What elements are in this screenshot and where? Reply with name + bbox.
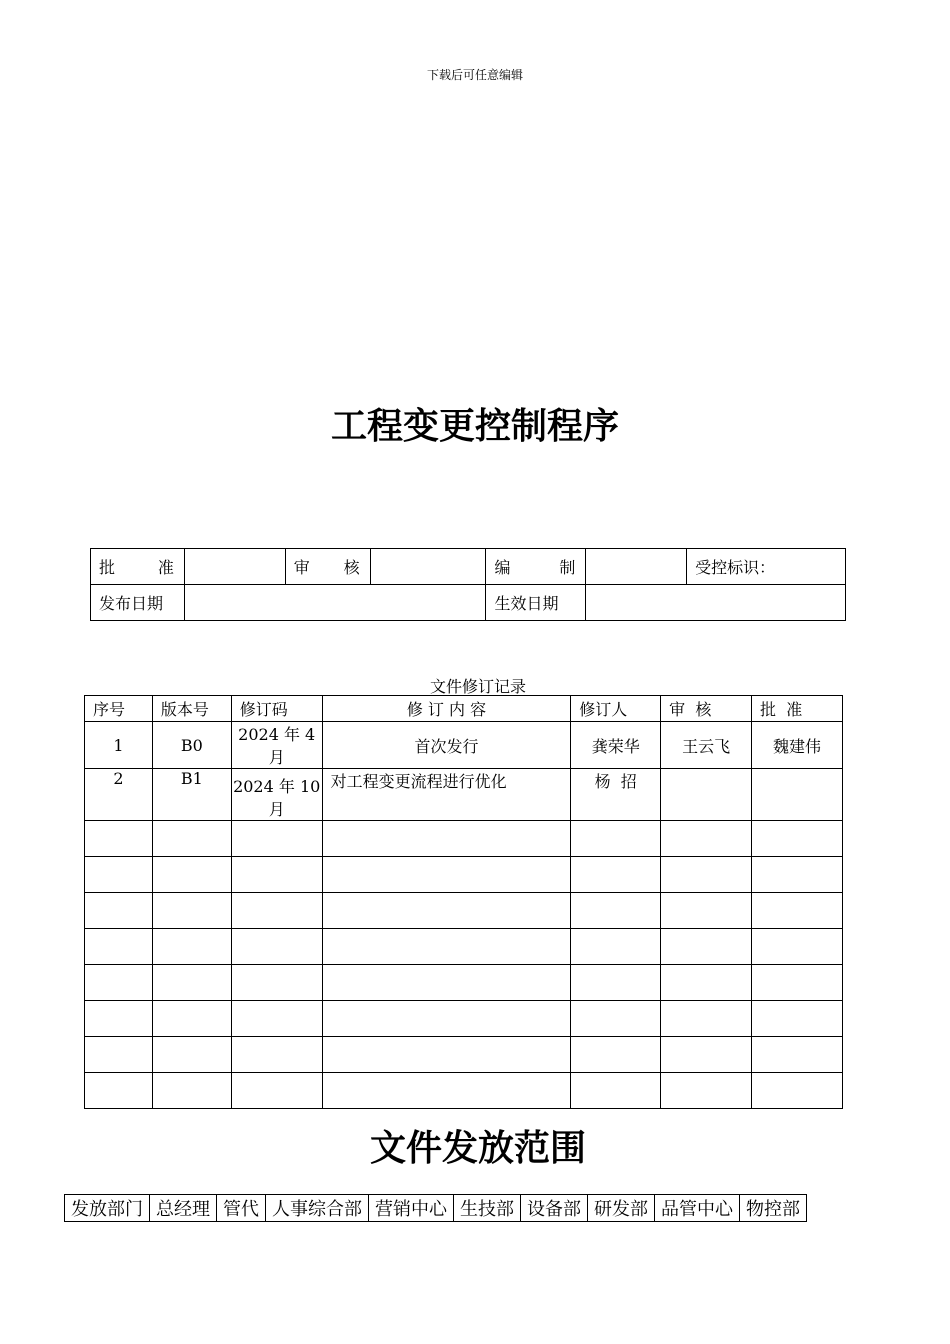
header-review: 审 核 [661,696,752,722]
review-label: 审 核 [285,549,370,585]
dist-cell: 物控部 [740,1195,807,1222]
row-content: 对工程变更流程进行优化 [322,769,571,821]
approval-table [90,548,846,621]
table-row-empty [85,893,843,929]
revision-header-row [85,696,843,722]
dist-cell: 人事综合部 [266,1195,369,1222]
row-approve [752,769,843,821]
approve-value[interactable] [184,549,285,585]
header-code: 修订码 [231,696,322,722]
dist-cell: 总经理 [150,1195,217,1222]
header-note: 下载后可任意编辑 [426,68,523,82]
revision-caption: 文件修订记录 [429,677,526,696]
row-reviser: 龚荣华 [571,722,661,769]
table-row [85,769,843,821]
approve-label: 批 准 [91,549,185,585]
dist-cell: 生技部 [454,1195,521,1222]
control-mark-label: 受控标识： [687,549,846,585]
row-code: 2024 年 10 月 [231,769,322,821]
dist-cell: 设备部 [521,1195,588,1222]
row-approve: 魏建伟 [752,722,843,769]
header-seq: 序号 [85,696,153,722]
header-version: 版本号 [152,696,231,722]
dist-cell: 营销中心 [369,1195,454,1222]
table-row-empty [85,1001,843,1037]
table-row-empty [85,821,843,857]
dist-cell: 研发部 [588,1195,655,1222]
publish-date-label: 发布日期 [91,585,185,621]
compile-label: 编 制 [486,549,586,585]
document-title: 工程变更控制程序 [330,405,619,447]
publish-date-value[interactable] [184,585,486,621]
row-code: 2024 年 4 月 [231,722,322,769]
effective-date-label: 生效日期 [486,585,586,621]
row-content: 首次发行 [322,722,571,769]
revision-table [84,695,843,1109]
table-row-empty [85,857,843,893]
review-value[interactable] [370,549,486,585]
table-row-empty [85,965,843,1001]
row-reviser: 杨 招 [571,769,661,821]
distribution-title: 文件发放范围 [369,1127,586,1169]
distribution-table [64,1194,807,1222]
header-approve: 批 准 [752,696,843,722]
row-seq: 2 [85,769,153,821]
dist-cell: 发放部门 [65,1195,150,1222]
compile-value[interactable] [586,549,687,585]
row-review: 王云飞 [661,722,752,769]
header-reviser: 修订人 [571,696,661,722]
dist-cell: 品管中心 [655,1195,740,1222]
header-content: 修 订 内 容 [322,696,571,722]
dist-cell: 管代 [217,1195,266,1222]
row-seq: 1 [85,722,153,769]
table-row-empty [85,1037,843,1073]
row-review [661,769,752,821]
effective-date-value[interactable] [586,585,846,621]
table-row-empty [85,929,843,965]
row-version: B1 [152,769,231,821]
table-row [85,722,843,769]
row-version: B0 [152,722,231,769]
table-row-empty [85,1073,843,1109]
